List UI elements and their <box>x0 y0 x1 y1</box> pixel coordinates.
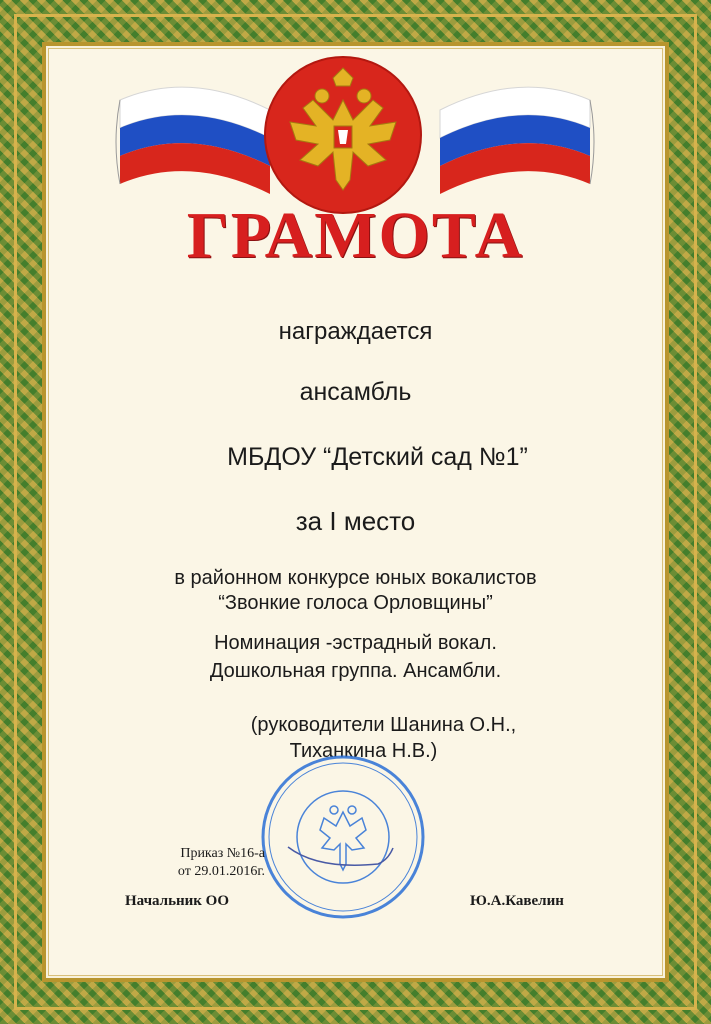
order-number: Приказ №16-а <box>180 846 265 861</box>
signer-name: Ю.А.Кавелин <box>470 893 564 909</box>
flags-graphic <box>0 30 711 220</box>
organization-text: МБДОУ “Детский сад №1” <box>227 443 528 471</box>
leaders-line-1: (руководители Шанина О.Н., <box>250 714 517 736</box>
group-text: Дошкольная группа. Ансамбли. <box>209 660 502 682</box>
official-stamp <box>258 752 428 922</box>
nomination-text: Номинация -эстрадный вокал. <box>214 632 497 654</box>
order-reference <box>125 845 265 881</box>
russian-flag-right <box>440 87 594 194</box>
place-text: за I место <box>295 506 416 536</box>
leaders-line-2: Тиханкина Н.В.) <box>289 740 438 762</box>
contest-name-text: “Звонкие голоса Орловщины” <box>218 592 493 614</box>
state-emblem-banner <box>0 30 711 220</box>
contest-line-text: в районном конкурсе юных вокалистов <box>174 567 537 589</box>
signer-title: Начальник ОО <box>125 893 230 909</box>
awarded-text: награждается <box>278 318 433 345</box>
stamp-eagle-icon <box>320 806 366 870</box>
certificate-title: ГРАМОТА <box>186 199 525 272</box>
recipient-type-text: ансамбль <box>299 378 412 406</box>
russian-flag-left <box>116 87 270 194</box>
order-date: от 29.01.2016г. <box>177 864 265 879</box>
